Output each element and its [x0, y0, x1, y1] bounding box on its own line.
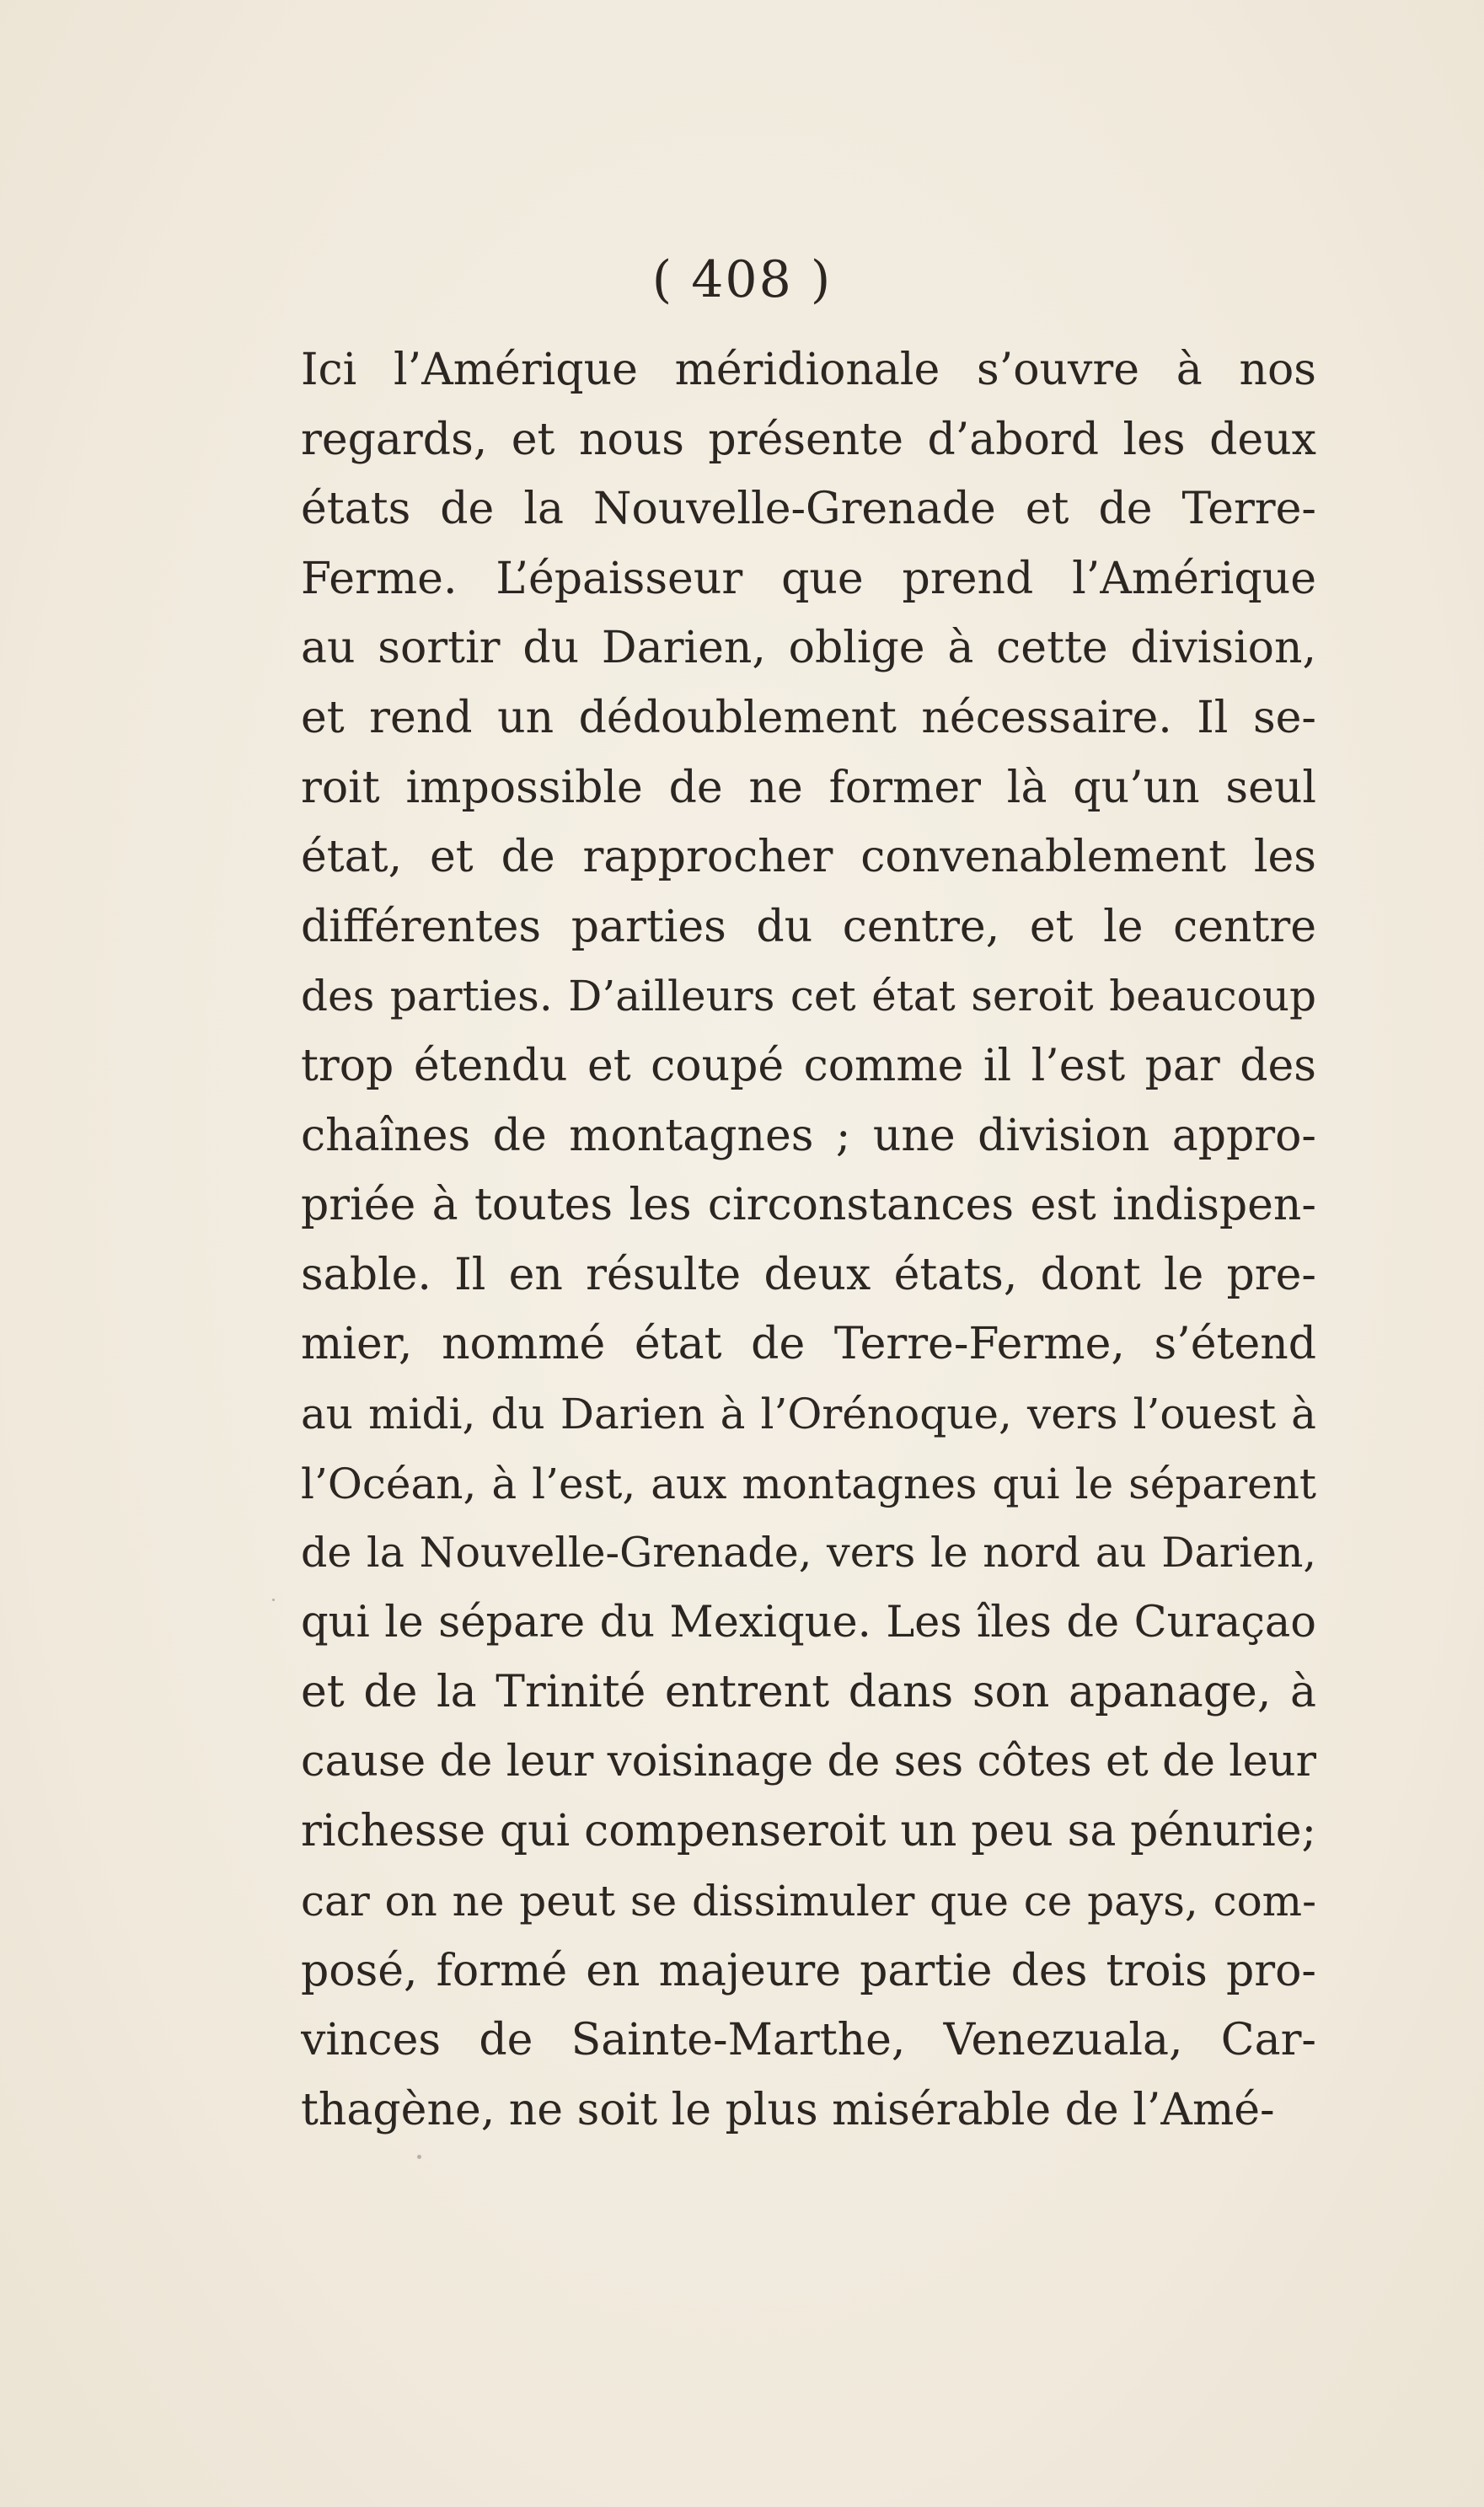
- text-line: de la Nouvelle-Grenade, vers le nord au Darien,: [301, 1529, 1316, 1578]
- text-line: mier, nommé état de Terre-Ferme, s’étend: [301, 1319, 1316, 1370]
- text-line: Ici l’Amérique méridionale s’ouvre à nos: [301, 345, 1316, 395]
- body-text: [301, 335, 1316, 2145]
- text-line: cause de leur voisinage de ses côtes et de leur: [301, 1736, 1316, 1787]
- text-line: sable. Il en résulte deux états, dont le pre-: [301, 1249, 1316, 1300]
- text-line: chaînes de montagnes ; une division appro-: [301, 1110, 1316, 1161]
- text-line: état, et de rapprocher convenablement les: [301, 832, 1316, 883]
- text-line: richesse qui compenseroit un peu sa pénurie;: [301, 1806, 1316, 1857]
- text-line: regards, et nous présente d’abord les deux: [301, 414, 1316, 465]
- text-line: trop étendu et coupé comme il l’est par des: [301, 1040, 1316, 1091]
- text-line: car on ne peut se dissimuler que ce pays, com-: [301, 1877, 1316, 1926]
- text-line: des parties. D’ailleurs cet état seroit beaucoup: [301, 972, 1316, 1021]
- text-line: différentes parties du centre, et le centre: [301, 901, 1316, 952]
- page-number: ( 408 ): [651, 250, 833, 309]
- text-line: priée à toutes les circonstances est indispen-: [301, 1180, 1316, 1231]
- paper-speck: [417, 2155, 421, 2159]
- text-line: thagène, ne soit le plus misérable de l’Amé-: [301, 2084, 1275, 2135]
- text-line: Ferme. L’épaisseur que prend l’Amérique: [301, 553, 1316, 604]
- text-line: au sortir du Darien, oblige à cette division,: [301, 623, 1316, 674]
- text-line: posé, formé en majeure partie des trois pro-: [301, 1945, 1316, 1996]
- text-line: états de la Nouvelle-Grenade et de Terre-: [301, 484, 1316, 535]
- text-line: qui le sépare du Mexique. Les îles de Curaçao: [301, 1597, 1316, 1647]
- text-line: roit impossible de ne former là qu’un seul: [301, 762, 1316, 813]
- text-line: vinces de Sainte-Marthe, Venezuala, Car-: [301, 2015, 1316, 2066]
- paper-speck: [272, 1599, 275, 1601]
- text-line: et rend un dédoublement nécessaire. Il se-: [301, 692, 1316, 743]
- text-line: l’Océan, à l’est, aux montagnes qui le séparent: [301, 1459, 1316, 1508]
- text-line: et de la Trinité entrent dans son apanage, à: [301, 1667, 1316, 1718]
- text-line: au midi, du Darien à l’Orénoque, vers l’ouest à: [301, 1389, 1316, 1438]
